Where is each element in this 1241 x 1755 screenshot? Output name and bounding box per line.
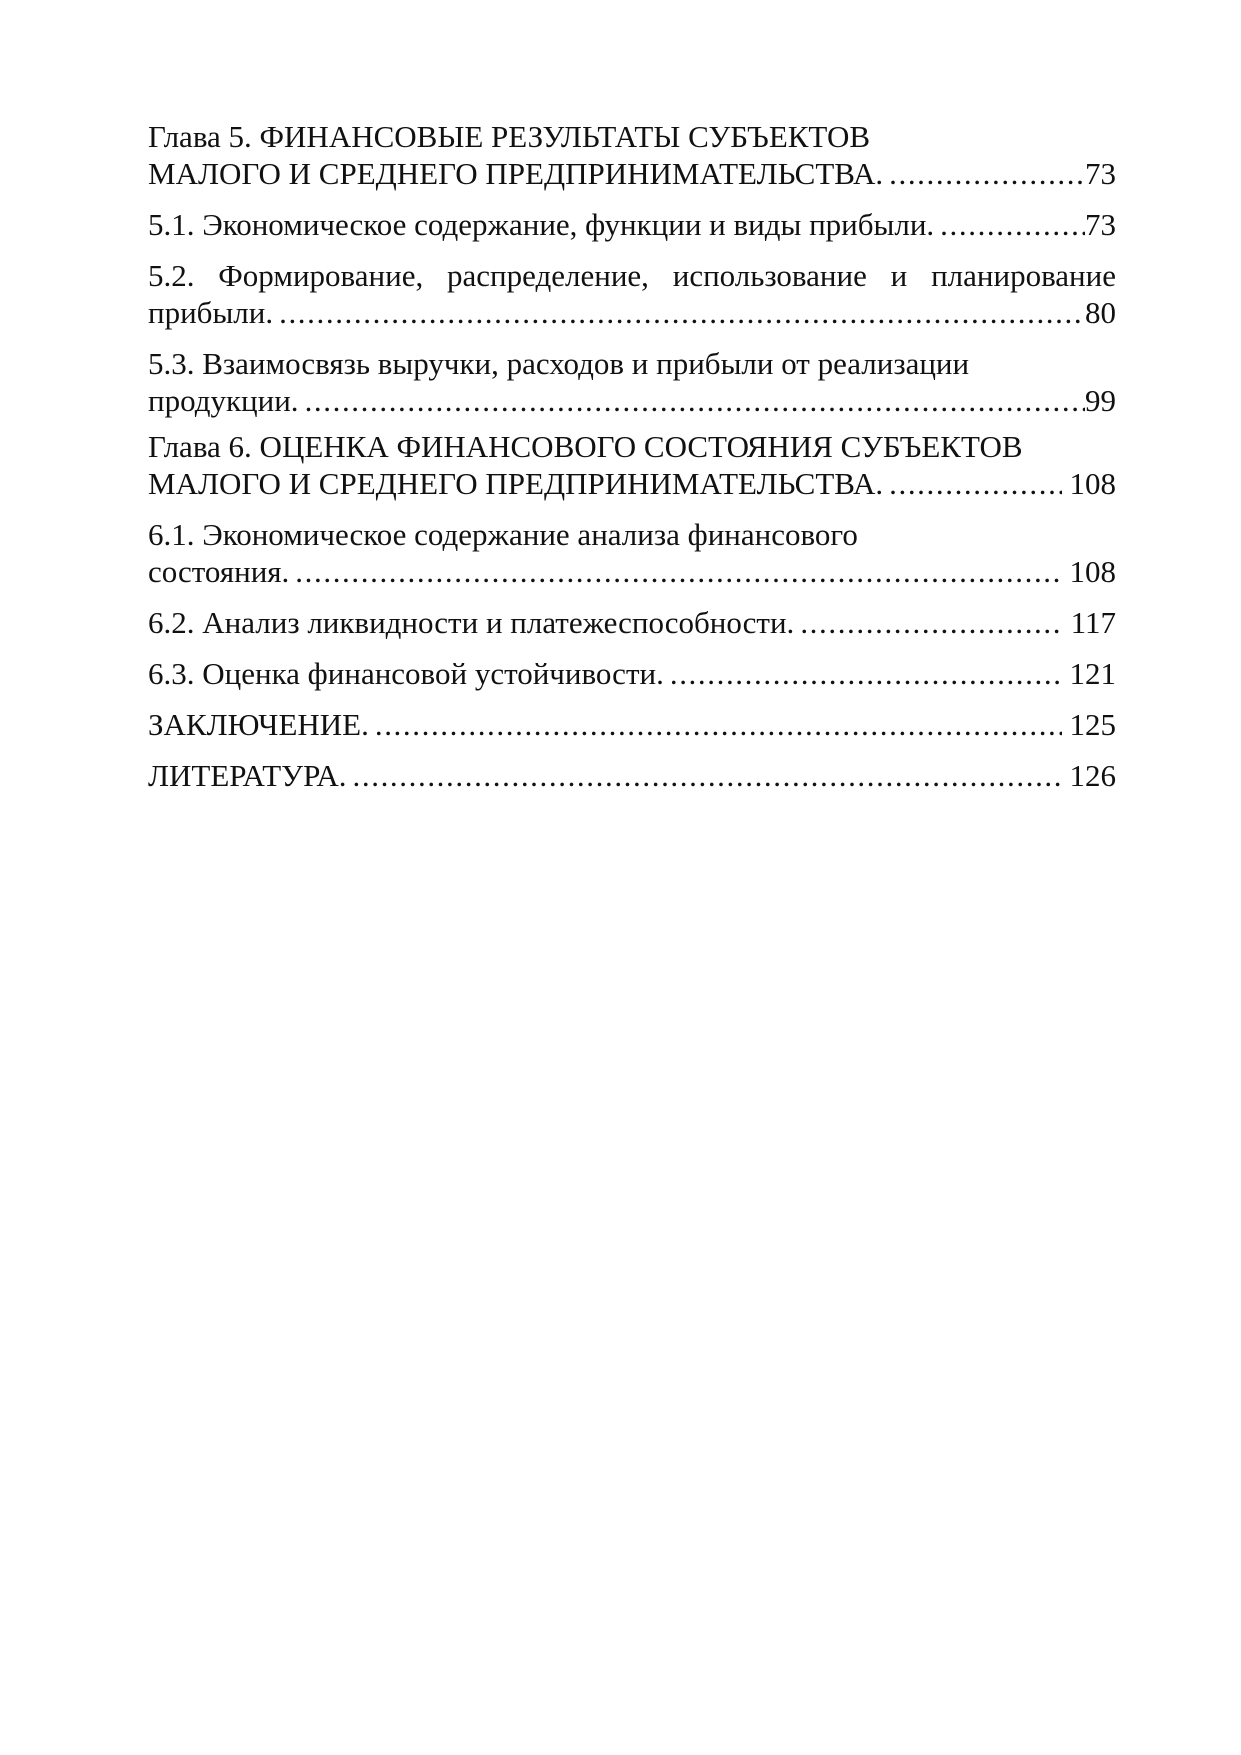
- toc-entry-leader-line: [148, 155, 1116, 192]
- toc-page-number: 126: [1069, 758, 1116, 793]
- toc-page-number: 80: [1085, 295, 1116, 330]
- toc-entry-title: состояния.: [148, 554, 290, 589]
- toc-entry-chapter-6[interactable]: [148, 428, 1116, 502]
- toc-dot-leader: [353, 757, 1062, 794]
- toc-dot-leader: [295, 553, 1061, 590]
- toc-entry-title: прибыли.: [148, 295, 274, 330]
- toc-dot-leader: [940, 206, 1085, 243]
- toc-entry-title: 5.1. Экономическое содержание, функции и виды прибыли.: [148, 207, 935, 242]
- toc-entry-leader-line: [148, 465, 1116, 502]
- toc-entry-section-5-3[interactable]: [148, 345, 1116, 419]
- toc-dot-leader: [279, 294, 1085, 331]
- toc-entry-title: МАЛОГО И СРЕДНЕГО ПРЕДПРИНИМАТЕЛЬСТВА.: [148, 466, 884, 501]
- toc-page-number: 117: [1070, 605, 1116, 640]
- toc-entry-title: 6.3. Оценка финансовой устойчивости.: [148, 656, 664, 691]
- toc-entry-leader-line: [148, 294, 1116, 331]
- toc-entry-section-5-2[interactable]: [148, 257, 1116, 331]
- toc-entry-leader-line: [148, 553, 1116, 590]
- toc-entry-title: ЗАКЛЮЧЕНИЕ.: [148, 707, 369, 742]
- toc-entry-title-line: 6.1. Экономическое содержание анализа финансового: [148, 517, 858, 552]
- toc-entry-leader-line: [148, 706, 1116, 743]
- toc-page-number: 73: [1085, 156, 1116, 191]
- toc-entry-section-6-1[interactable]: [148, 516, 1116, 590]
- toc-entry-section-6-3[interactable]: [148, 655, 1116, 692]
- toc-entry-title-line: Глава 6. ОЦЕНКА ФИНАНСОВОГО СОСТОЯНИЯ СУБЪЕКТОВ: [148, 429, 1023, 464]
- toc-entry-title-line: 5.2. Формирование, распределение, использование и планирование: [148, 258, 1116, 293]
- toc-dot-leader: [375, 706, 1062, 743]
- toc-dot-leader: [305, 382, 1085, 419]
- toc-dot-leader: [889, 465, 1061, 502]
- toc-entry-leader-line: [148, 655, 1116, 692]
- toc-dot-leader: [670, 655, 1062, 692]
- toc-entry-chapter-5[interactable]: [148, 118, 1116, 192]
- toc-entry-title: ЛИТЕРАТУРА.: [148, 758, 347, 793]
- toc-entry-conclusion[interactable]: [148, 706, 1116, 743]
- toc-entry-literature[interactable]: [148, 757, 1116, 794]
- toc-entry-leader-line: [148, 604, 1116, 641]
- toc-entry-title-line: 5.3. Взаимосвязь выручки, расходов и прибыли от реализации: [148, 346, 970, 381]
- table-of-contents: [148, 118, 1116, 808]
- toc-page-number: 108: [1069, 466, 1116, 501]
- toc-entry-leader-line: [148, 382, 1116, 419]
- toc-entry-leader-line: [148, 757, 1116, 794]
- toc-dot-leader: [889, 155, 1085, 192]
- toc-entry-section-6-2[interactable]: [148, 604, 1116, 641]
- toc-entry-title: 6.2. Анализ ликвидности и платежеспособности.: [148, 605, 795, 640]
- toc-page-number: 121: [1069, 656, 1116, 691]
- toc-entry-leader-line: [148, 206, 1116, 243]
- toc-entry-section-5-1[interactable]: [148, 206, 1116, 243]
- toc-dot-leader: [800, 604, 1062, 641]
- toc-page-number: 73: [1085, 207, 1116, 242]
- toc-entry-title: продукции.: [148, 383, 299, 418]
- toc-entry-title-line: Глава 5. ФИНАНСОВЫЕ РЕЗУЛЬТАТЫ СУБЪЕКТОВ: [148, 119, 871, 154]
- toc-page-number: 125: [1069, 707, 1116, 742]
- toc-page-number: 108: [1069, 554, 1116, 589]
- toc-entry-title: МАЛОГО И СРЕДНЕГО ПРЕДПРИНИМАТЕЛЬСТВА.: [148, 156, 884, 191]
- toc-page-number: 99: [1085, 383, 1116, 418]
